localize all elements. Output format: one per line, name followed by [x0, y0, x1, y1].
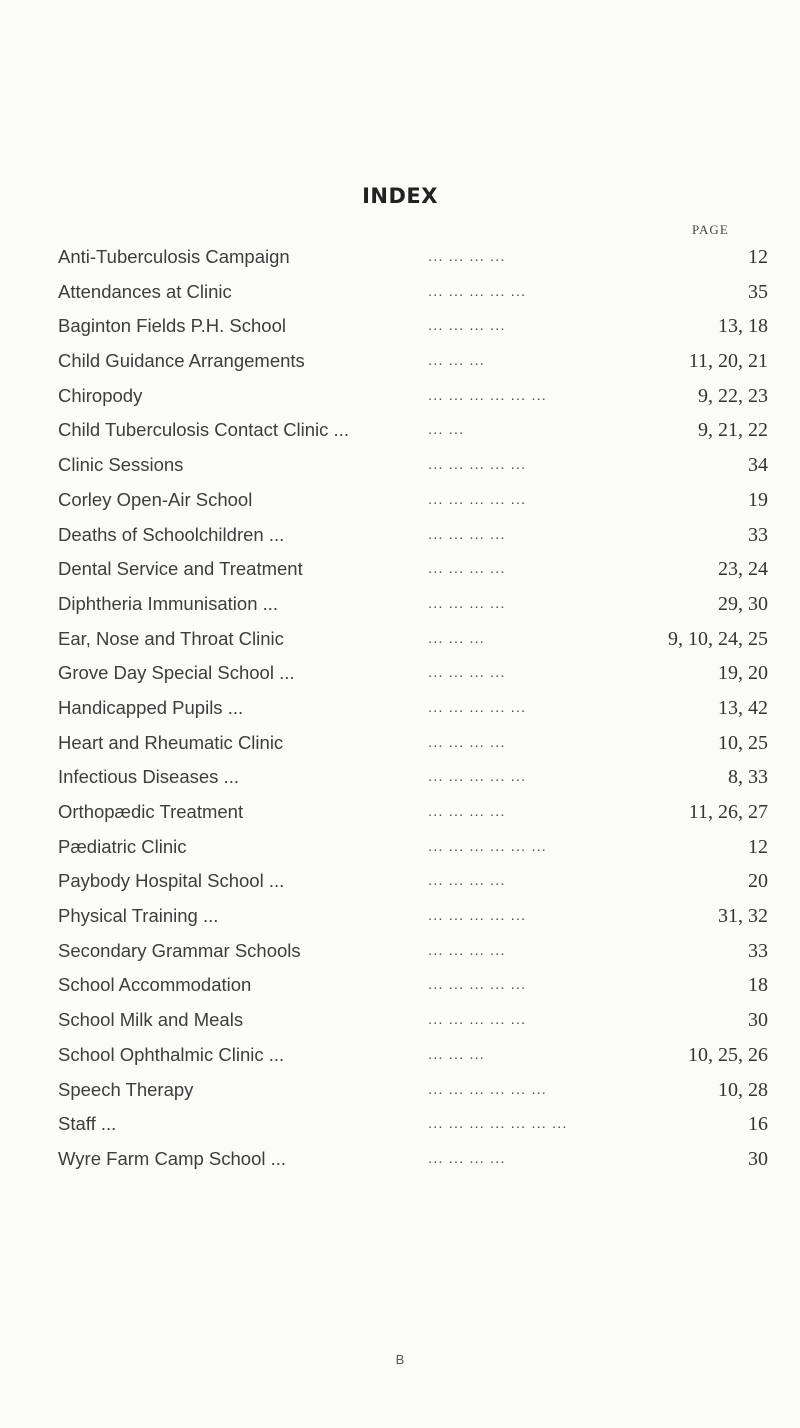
entry-label: Chiropody — [58, 384, 143, 406]
entry-page-numbers: 9, 22, 23 — [698, 384, 768, 407]
entry-label: Corley Open-Air School — [58, 488, 253, 510]
index-entry — [58, 899, 768, 934]
index-entry — [58, 1003, 768, 1038]
index-entry — [58, 413, 768, 448]
entry-label: Child Guidance Arrangements — [58, 350, 305, 372]
dot-leader: ... ... ... ... ... — [428, 907, 527, 925]
entry-label: Child Tuberculosis Contact Clinic ... — [58, 419, 349, 441]
index-entry — [58, 552, 768, 587]
dot-leader: ... ... ... ... — [428, 733, 506, 751]
entry-page-numbers: 33 — [748, 939, 768, 962]
dot-leader: ... ... ... ... ... — [428, 490, 527, 508]
entry-label: Speech Therapy — [58, 1078, 194, 1100]
index-entry — [58, 968, 768, 1003]
entry-page-numbers: 11, 20, 21 — [688, 350, 768, 373]
entry-label: Dental Service and Treatment — [58, 558, 303, 580]
entry-page-numbers: 11, 26, 27 — [688, 801, 768, 823]
dot-leader: ... ... ... — [428, 352, 485, 370]
entry-label: Ear, Nose and Throat Clinic — [58, 627, 284, 649]
entry-page-numbers: 13, 42 — [718, 696, 768, 719]
index-entry — [58, 622, 768, 657]
index-entry — [58, 1142, 768, 1177]
index-entry — [58, 379, 768, 414]
entry-label: Physical Training ... — [58, 905, 219, 927]
dot-leader: ... ... ... — [428, 629, 485, 647]
entry-label: Paybody Hospital School ... — [58, 870, 285, 892]
dot-leader: ... ... ... ... ... — [428, 282, 527, 300]
index-entry — [58, 275, 768, 310]
index-entry — [58, 760, 768, 795]
entry-label: School Milk and Meals — [58, 1009, 244, 1031]
entry-label: Anti-Tuberculosis Campaign — [58, 246, 290, 267]
index-entry — [58, 483, 768, 518]
signature-letter: B — [395, 1352, 405, 1367]
entry-page-numbers: 19, 20 — [718, 662, 768, 685]
index-entry — [58, 1107, 768, 1142]
entry-page-numbers: 31, 32 — [718, 905, 768, 928]
entry-label: School Ophthalmic Clinic ... — [58, 1043, 285, 1065]
index-entry — [58, 864, 768, 899]
index-entry — [58, 1038, 768, 1073]
index-entry-list — [58, 240, 768, 1177]
entry-page-numbers: 16 — [748, 1113, 768, 1136]
index-entry — [58, 795, 768, 830]
dot-leader: ... ... ... ... — [428, 872, 506, 890]
dot-leader: ... ... ... ... — [428, 525, 506, 543]
dot-leader: ... ... ... ... ... ... — [428, 1080, 547, 1098]
entry-page-numbers: 33 — [748, 523, 768, 546]
index-entry — [58, 240, 768, 275]
index-entry — [58, 691, 768, 726]
dot-leader: ... ... ... ... — [428, 594, 506, 612]
entry-label: Deaths of Schoolchildren ... — [58, 523, 285, 545]
entry-page-numbers: 29, 30 — [718, 592, 768, 615]
dot-leader: ... ... ... ... ... ... — [428, 386, 547, 404]
index-entry — [58, 448, 768, 483]
index-entry — [58, 726, 768, 761]
dot-leader: ... ... ... ... — [428, 1149, 506, 1167]
entry-label: Handicapped Pupils ... — [58, 696, 244, 718]
entry-page-numbers: 10, 25 — [718, 731, 768, 754]
entry-label: Grove Day Special School ... — [58, 662, 295, 684]
dot-leader: ... ... ... ... — [428, 560, 506, 578]
entry-label: Infectious Diseases ... — [58, 766, 239, 788]
entry-page-numbers: 30 — [748, 1147, 768, 1170]
entry-label: Staff ... — [58, 1113, 117, 1135]
entry-label: Heart and Rheumatic Clinic — [58, 731, 284, 753]
dot-leader: ... ... ... ... — [428, 664, 506, 682]
entry-page-numbers: 23, 24 — [718, 558, 768, 581]
entry-label: Secondary Grammar Schools — [58, 939, 301, 961]
dot-leader: ... ... ... ... ... ... ... — [428, 1115, 568, 1133]
index-entry — [58, 309, 768, 344]
entry-page-numbers: 12 — [748, 835, 768, 858]
index-entry — [58, 344, 768, 379]
dot-leader: ... ... ... ... — [428, 803, 506, 820]
dot-leader: ... ... ... ... — [428, 941, 506, 959]
index-entry — [58, 518, 768, 553]
entry-page-numbers: 9, 21, 22 — [698, 419, 768, 442]
entry-label: Wyre Farm Camp School ... — [58, 1147, 287, 1169]
entry-page-numbers: 8, 33 — [728, 766, 768, 789]
entry-label: Attendances at Clinic — [58, 280, 232, 302]
entry-label: Orthopædic Treatment — [58, 801, 244, 822]
dot-leader: ... ... ... ... ... — [428, 456, 527, 474]
entry-page-numbers: 12 — [748, 246, 768, 268]
dot-leader: ... ... ... ... ... — [428, 768, 527, 786]
index-entry — [58, 587, 768, 622]
entry-page-numbers: 19 — [748, 488, 768, 511]
dot-leader: ... ... ... ... ... ... — [428, 837, 547, 855]
entry-page-numbers: 13, 18 — [718, 315, 768, 338]
dot-leader: ... ... ... ... — [428, 248, 506, 265]
index-entry — [58, 934, 768, 969]
index-entry — [58, 656, 768, 691]
entry-page-numbers: 30 — [748, 1009, 768, 1032]
entry-page-numbers: 34 — [748, 454, 768, 477]
dot-leader: ... ... ... ... — [428, 317, 506, 335]
entry-label: Baginton Fields P.H. School — [58, 315, 286, 337]
dot-leader: ... ... ... — [428, 1045, 485, 1063]
dot-leader: ... ... ... ... ... — [428, 1011, 527, 1029]
dot-leader: ... ... — [428, 421, 465, 439]
entry-label: Diphtheria Immunisation ... — [58, 592, 279, 614]
index-title: INDEX — [362, 184, 438, 208]
entry-page-numbers: 20 — [748, 870, 768, 893]
entry-page-numbers: 10, 25, 26 — [688, 1043, 768, 1066]
page-column-header: PAGE — [692, 222, 729, 237]
entry-page-numbers: 18 — [748, 974, 768, 997]
entry-page-numbers: 9, 10, 24, 25 — [668, 627, 768, 650]
entry-page-numbers: 35 — [748, 280, 768, 303]
dot-leader: ... ... ... ... ... — [428, 698, 527, 716]
entry-label: Pædiatric Clinic — [58, 835, 187, 857]
entry-page-numbers: 10, 28 — [718, 1078, 768, 1101]
index-entry — [58, 1073, 768, 1108]
index-entry — [58, 830, 768, 865]
dot-leader: ... ... ... ... ... — [428, 976, 527, 994]
entry-label: School Accommodation — [58, 974, 252, 996]
entry-label: Clinic Sessions — [58, 454, 184, 476]
